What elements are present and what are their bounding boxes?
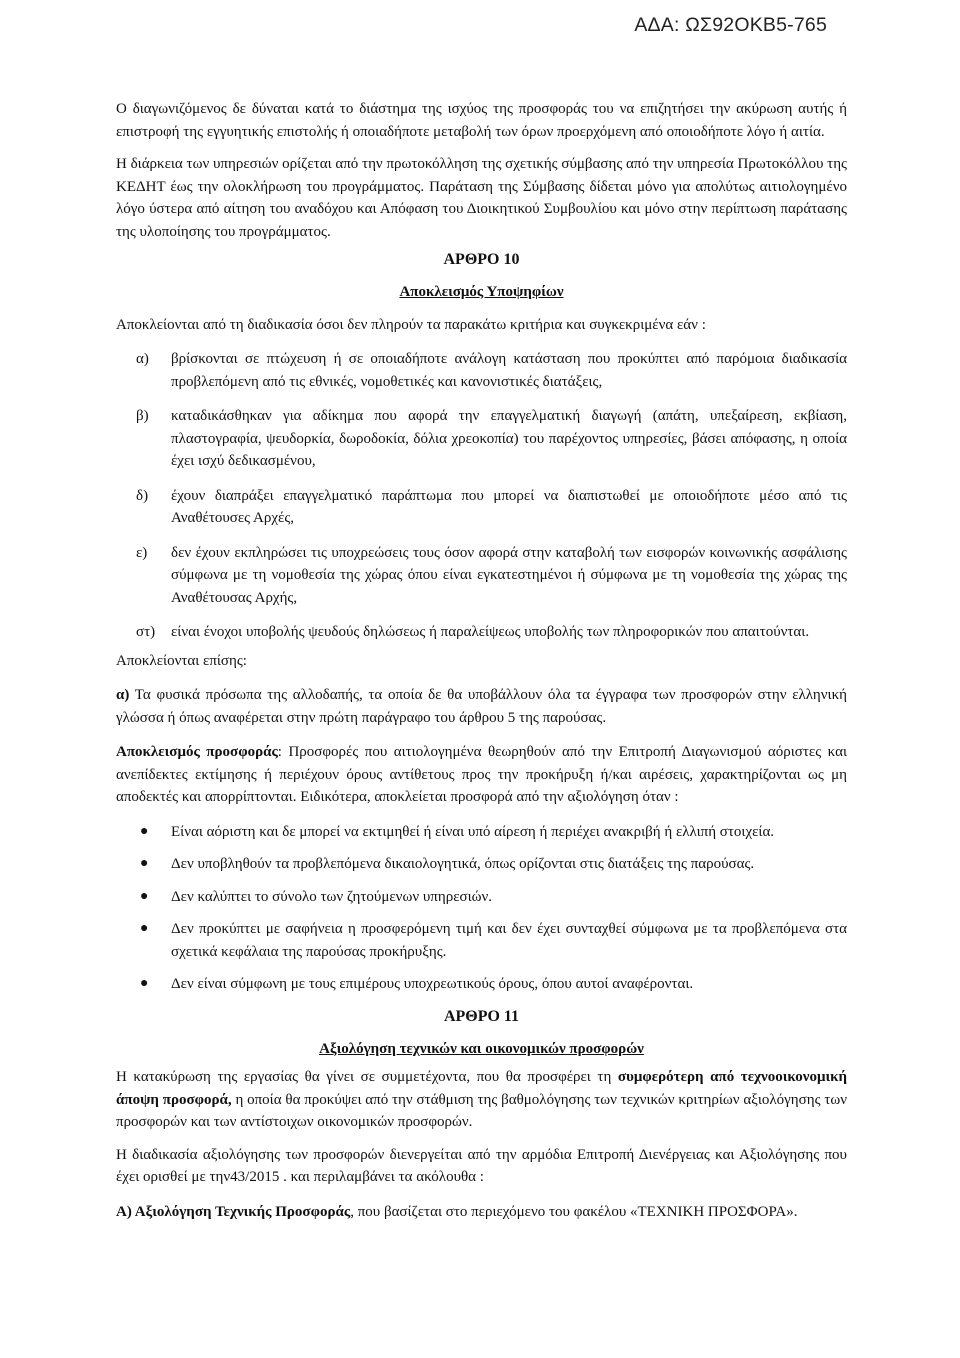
article-11-title: ΑΡΘΡΟ 11: [443, 1007, 520, 1025]
bullet-icon: ●: [140, 976, 149, 991]
criterion-text: δεν έχουν εκπληρώσει τις υποχρεώσεις τους όσον αφορά στην καταβολή των εισφορών κοινωνικής ασφάλισης σύμφωνα με τη νομοθεσία της χώρας όπου είναι εγκατεστημένοι ή σύμφωνα με τη νομοθεσία της χώρας της Αναθέτουσας Αρχής,: [171, 544, 847, 606]
also-excluded-mark: α): [116, 687, 130, 703]
bullet-text: Δεν καλύπτει το σύνολο των ζητούμενων υπηρεσιών.: [171, 888, 493, 905]
offer-exclusion-text: : Προσφορές που αιτιολογημένα θεωρηθούν από την Επιτροπή Διαγωνισμού αόριστες και ανεπίδεκτες εκτίμησης ή περιέχουν όρους αντίθετους προς την προκήρυξη ή/και αιρέσεις, χαρακτηρίζονται ως μη αποδεκτές και απορρίπτονται. Ειδικότερα, αποκλείεται προσφορά από την αξιολόγηση όταν :: [116, 744, 847, 805]
article-10-subtitle-text: Αποκλεισμός Υποψηφίων: [399, 284, 564, 300]
article-10-title: ΑΡΘΡΟ 10: [443, 251, 520, 268]
article-11-subtitle: [116, 1038, 847, 1061]
criterion-text: βρίσκονται σε πτώχευση ή σε οποιαδήποτε ανάλογη κατάσταση που προκύπτει από παρόμοια διαδικασία προβλεπόμενη από τις εθνικές, νομοθετικές και κανονιστικές διατάξεις,: [171, 351, 847, 390]
p1-end: η οποία θα προκύψει από την στάθμιση της βαθμολόγησης των τεχνικών κριτηρίων αξιολόγησης των προσφορών και των αντίστοιχων οικονομικών προσφορών.: [116, 1091, 847, 1130]
criterion-text: καταδικάσθηκαν για αδίκημα που αφορά την επαγγελματική διαγωγή (απάτη, υπεξαίρεση, εκβίαση, πλαστογραφία, ψευδορκία, δωροδοκία, δόλια χρεοκοπία) του παρέχοντος υπηρεσίες, βάσει απόφασης, η οποία έχει ισχύ δεδικασμένου,: [171, 408, 847, 469]
criterion-item: [116, 542, 847, 610]
criterion-mark: α): [136, 351, 149, 367]
bullet-text: Είναι αόριστη και δε μπορεί να εκτιμηθεί ή είναι υπό αίρεση ή περιέχει ανακριβή ή ελλιπή στοιχεία.: [171, 823, 775, 840]
exclusion-bullet: [116, 918, 847, 963]
bullet-icon: ●: [140, 823, 149, 839]
exclusion-bullet: [116, 853, 847, 876]
bullet-text: Δεν είναι σύμφωνη με τους επιμέρους υποχρεωτικούς όρους, όπου αυτοί αναφέρονται.: [171, 976, 694, 992]
exclusion-bullet: [116, 973, 847, 996]
intro-paragraph-1: Ο διαγωνιζόμενος δε δύναται κατά το διάστημα της ισχύος της προσφοράς του να επιζητήσει την ακύρωση αυτής ή επιστροφή της εγγυητικής επιστολής ή οποιαδήποτε μεταβολή των όρων προερχόμενη από οποιοδήποτε λόγο ή αιτία.: [116, 101, 847, 140]
ada-code: ΑΔΑ: ΩΣ92ΟΚΒ5-765: [634, 14, 827, 36]
criterion-text: έχουν διαπράξει επαγγελματικό παράπτωμα που μπορεί να διαπιστωθεί με οποιοδήποτε μέσο από τις Αναθέτουσες Αρχές,: [171, 487, 847, 526]
bullet-text: Δεν προκύπτει με σαφήνεια η προσφερόμενη τιμή και δεν έχει συνταχθεί σύμφωνα με τα προβλεπόμενα στα σχετικά κεφάλαια της παρούσας προκήρυξης.: [171, 921, 847, 960]
criterion-mark: στ): [136, 624, 156, 640]
criterion-mark: ε): [136, 544, 148, 561]
criterion-mark: δ): [136, 487, 149, 504]
also-excluded-text: Τα φυσικά πρόσωπα της αλλοδαπής, τα οποία δε θα υποβάλλουν όλα τα έγγραφα των προσφορών στην ελληνική γλώσσα ή όπως αναφέρεται στην πρώτη παράγραφο του άρθρου 5 της παρούσας.: [116, 687, 847, 726]
article-10-subtitle: [116, 281, 847, 304]
criterion-item: [116, 348, 847, 393]
article-11-subtitle-text: Αξιολόγηση τεχνικών και οικονομικών προσφορών: [319, 1040, 644, 1057]
bullet-text: Δεν υποβληθούν τα προβλεπόμενα δικαιολογητικά, όπως ορίζονται στις διατάξεις της παρούσας.: [171, 856, 755, 872]
p1-start: Η κατακύρωση της εργασίας θα γίνει σε συμμετέχοντα, που θα προσφέρει τη: [116, 1069, 618, 1085]
also-excluded-label: Αποκλείονται επίσης:: [116, 652, 247, 669]
offer-exclusion-label: Αποκλεισμός προσφοράς: [116, 744, 278, 760]
article-11-paragraph-1: [116, 1066, 847, 1134]
article-11-paragraph-3: [116, 1201, 847, 1224]
bullet-icon: ●: [140, 888, 149, 904]
criterion-item: [116, 485, 847, 530]
criterion-mark: β): [136, 408, 149, 424]
document-page: [116, 98, 847, 1223]
criterion-item: [116, 621, 847, 644]
intro-paragraph-2: Η διάρκεια των υπηρεσιών ορίζεται από την πρωτοκόλληση της σχετικής σύμβασης από την υπηρεσία Πρωτοκόλλου της ΚΕΔΗΤ έως την ολοκλήρωση του προγράμματος. Παράταση της Σύμβασης δίδεται μόνο για απολύτως αιτιολογημένο λόγο ύστερα από αίτηση του αναδόχου και Απόφαση του Διοικητικού Συμβουλίου και μόνο στην περίπτωση παράτασης της υλοποίησης του προγράμματος.: [116, 156, 847, 240]
p1-bold: συμφερότερη από τεχνοοικονομική άποψη προσφορά,: [116, 1069, 847, 1108]
offer-exclusion-paragraph: [116, 741, 847, 809]
criterion-item: [116, 405, 847, 473]
also-excluded-item: [116, 684, 847, 729]
bullet-icon: ●: [140, 921, 149, 936]
technical-offer-label: Α) Αξιολόγηση Τεχνικής Προσφοράς: [116, 1203, 351, 1220]
article-10-lead: Αποκλείονται από τη διαδικασία όσοι δεν πληρούν τα παρακάτω κριτήρια και συγκεκριμένα εάν :: [116, 316, 706, 333]
article-11-paragraph-2: Η διαδικασία αξιολόγησης των προσφορών διενεργείται από την αρμόδια Επιτροπή Διενέργειας και Αξιολόγησης που έχει ορισθεί με την43/2015 . και περιλαμβάνει τα ακόλουθα :: [116, 1146, 847, 1185]
bullet-icon: ●: [140, 856, 149, 871]
criterion-text: είναι ένοχοι υποβολής ψευδούς δηλώσεως ή παραλείψεως υποβολής των πληροφορικών που απαιτούνται.: [171, 624, 810, 640]
exclusion-bullet: [116, 886, 847, 909]
exclusion-bullet: [116, 821, 847, 844]
technical-offer-text: , που βασίζεται στο περιεχόμενο του φακέλου «ΤΕΧΝΙΚΗ ΠΡΟΣΦΟΡΑ».: [350, 1203, 798, 1220]
